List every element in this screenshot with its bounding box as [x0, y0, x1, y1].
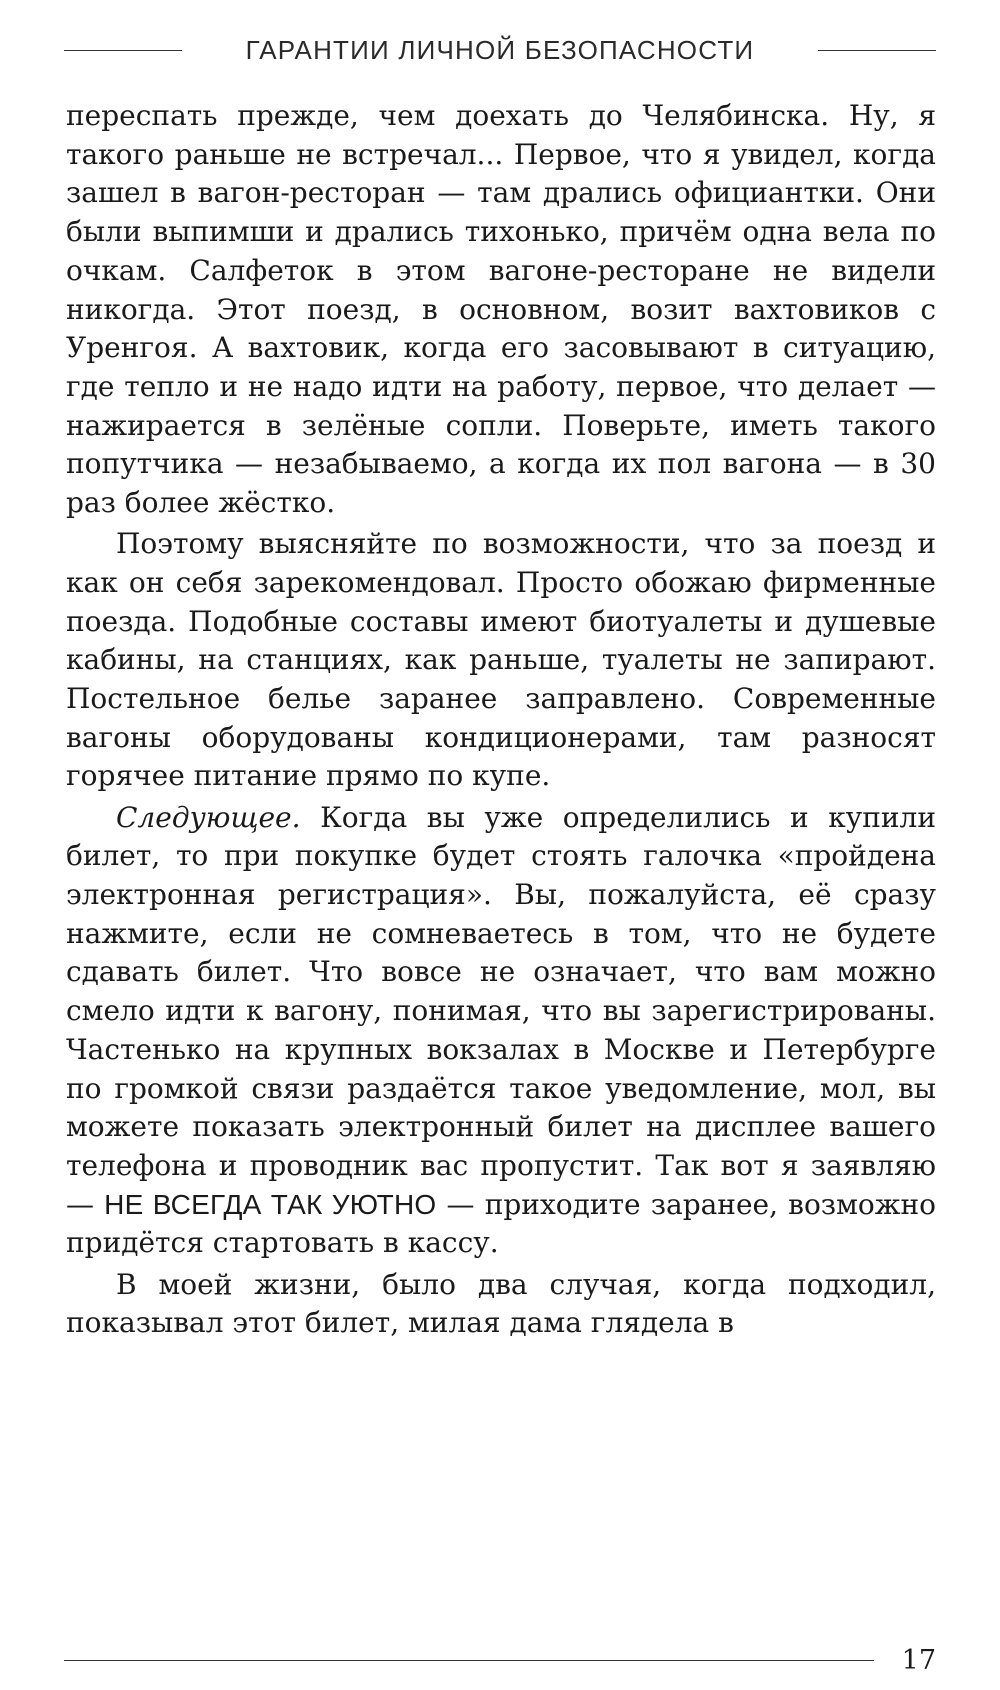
footer-rule	[64, 1660, 874, 1661]
header-rule-left	[64, 50, 182, 51]
running-header	[64, 30, 936, 70]
emphasis-lead: Следующее.	[116, 800, 301, 834]
header-rule-right	[818, 50, 936, 51]
paragraph-tail: — приходите заранее, возможно придётся стартовать в кассу.	[66, 1187, 936, 1260]
page-footer	[64, 1642, 936, 1678]
paragraph-2	[66, 525, 936, 796]
caps-phrase: НЕ ВСЕГДА ТАК УЮТНО	[104, 1188, 437, 1220]
paragraph-text: переспать прежде, чем доехать до Челябинска. Ну, я такого раньше не встречал... Первое, что я увидел, когда зашел в вагон-ресторан — там дрались официантки. Они были выпимши и дрались тихонько, причём одна вела по очкам. Салфеток в этом вагоне-ресторане не видели никогда. Этот поезд, в основном, возит вахтовиков с Уренгоя. А вахтовик, когда его засовывают в ситуацию, где тепло и не надо идти на работу, первое, что делает — нажирается в зелёные сопли. Поверьте, иметь такого попутчика — незабываемо, а когда их пол вагона — в 30 раз более жёстко.	[66, 99, 936, 520]
running-title: ГАРАНТИИ ЛИЧНОЙ БЕЗОПАСНОСТИ	[245, 34, 755, 65]
paragraph-3	[66, 799, 936, 1263]
body-text	[66, 97, 936, 1346]
paragraph-text: В моей жизни, было два случая, когда подходил, показывал этот билет, милая дама глядела в	[66, 1267, 936, 1340]
paragraph-1	[66, 97, 936, 523]
paragraph-text: Поэтому выясняйте по возможности, что за поезд и как он себя зарекомендовал. Просто обожаю фирменные поезда. Подобные составы имеют биотуалеты и душевые кабины, на станциях, как раньше, туалеты не запирают. Постельное белье заранее заправлено. Современные вагоны оборудованы кондиционерами, там разносят горячее питание прямо по купе.	[66, 527, 936, 793]
paragraph-text: Когда вы уже определились и купили билет, то при покупке будет стоять галочка «пройдена электронная регистрация». Вы, пожалуйста, её сразу нажмите, если не сомневаетесь в том, что не будете сдавать билет. Что вовсе не означает, что вам можно смело идти к вагону, понимая, что вы зарегистрированы. Частенько на крупных вокзалах в Москве и Петербурге по громкой связи раздаётся такое уведомление, мол, вы можете показать электронный билет на дисплее вашего телефона и проводник вас пропустит. Так вот я заявляю —	[66, 800, 936, 1221]
paragraph-4	[66, 1266, 936, 1343]
page-number: 17	[901, 1644, 936, 1676]
